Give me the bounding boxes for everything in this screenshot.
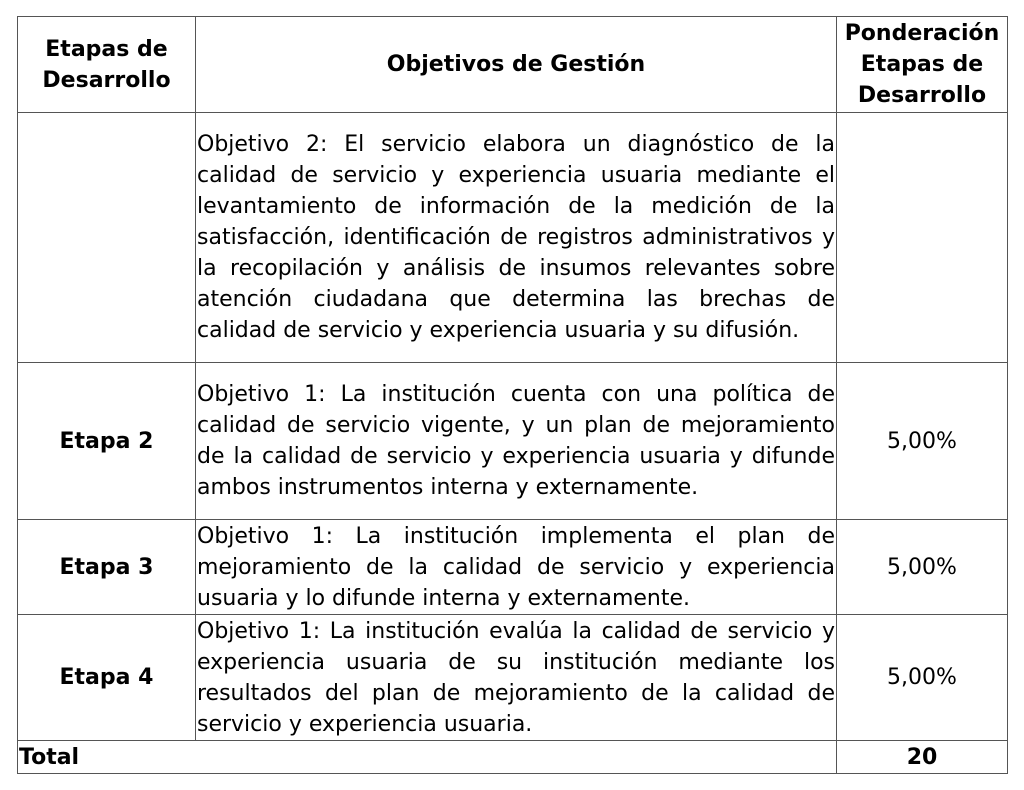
objetivo-cell: Objetivo 1: La institución evalúa la calidad de servicio y experiencia usuaria de su institución mediante los resultados del plan de mejoramiento de la calidad de servicio y experiencia usuaria. [196, 615, 837, 741]
total-label: Total [18, 741, 837, 774]
etapa-cell: Etapa 2 [18, 363, 196, 520]
total-value: 20 [837, 741, 1008, 774]
table-header-row [18, 17, 1008, 113]
header-objetivos: Objetivos de Gestión [196, 17, 837, 113]
total-row [18, 741, 1008, 774]
header-ponderacion-line2: Etapas de [860, 52, 984, 77]
etapa-cell: Etapa 3 [18, 520, 196, 615]
ponderacion-cell [837, 113, 1008, 363]
ponderacion-cell: 5,00% [837, 520, 1008, 615]
table-row [18, 615, 1008, 741]
table-row [18, 113, 1008, 363]
header-etapas-line2: Desarrollo [42, 67, 171, 93]
header-ponderacion-line3: Desarrollo [857, 83, 987, 108]
ponderacion-cell: 5,00% [837, 615, 1008, 741]
objetivo-cell: Objetivo 1: La institución cuenta con una política de calidad de servicio vigente, y un plan de mejoramiento de la calidad de servicio y experiencia usuaria y difunde ambos instrumentos interna y externamente. [196, 363, 837, 520]
etapa-cell [18, 113, 196, 363]
table-row [18, 363, 1008, 520]
header-etapas-line1: Etapas de [45, 36, 168, 62]
header-ponderacion-line1: Ponderación [844, 21, 1000, 46]
objetivo-cell: Objetivo 2: El servicio elabora un diagnóstico de la calidad de servicio y experiencia usuaria mediante el levantamiento de información de la medición de la satisfacción, identificación de registros administrativos y la recopilación y análisis de insumos relevantes sobre atención ciudadana que determina las brechas de calidad de servicio y experiencia usuaria y su difusión. [196, 113, 837, 363]
ponderacion-cell: 5,00% [837, 363, 1008, 520]
etapa-cell: Etapa 4 [18, 615, 196, 741]
header-etapas [18, 17, 196, 113]
objetivo-cell: Objetivo 1: La institución implementa el plan de mejoramiento de la calidad de servicio y experiencia usuaria y lo difunde interna y externamente. [196, 520, 837, 615]
table-row [18, 520, 1008, 615]
header-ponderacion [837, 17, 1008, 113]
development-stages-table [17, 16, 1008, 774]
